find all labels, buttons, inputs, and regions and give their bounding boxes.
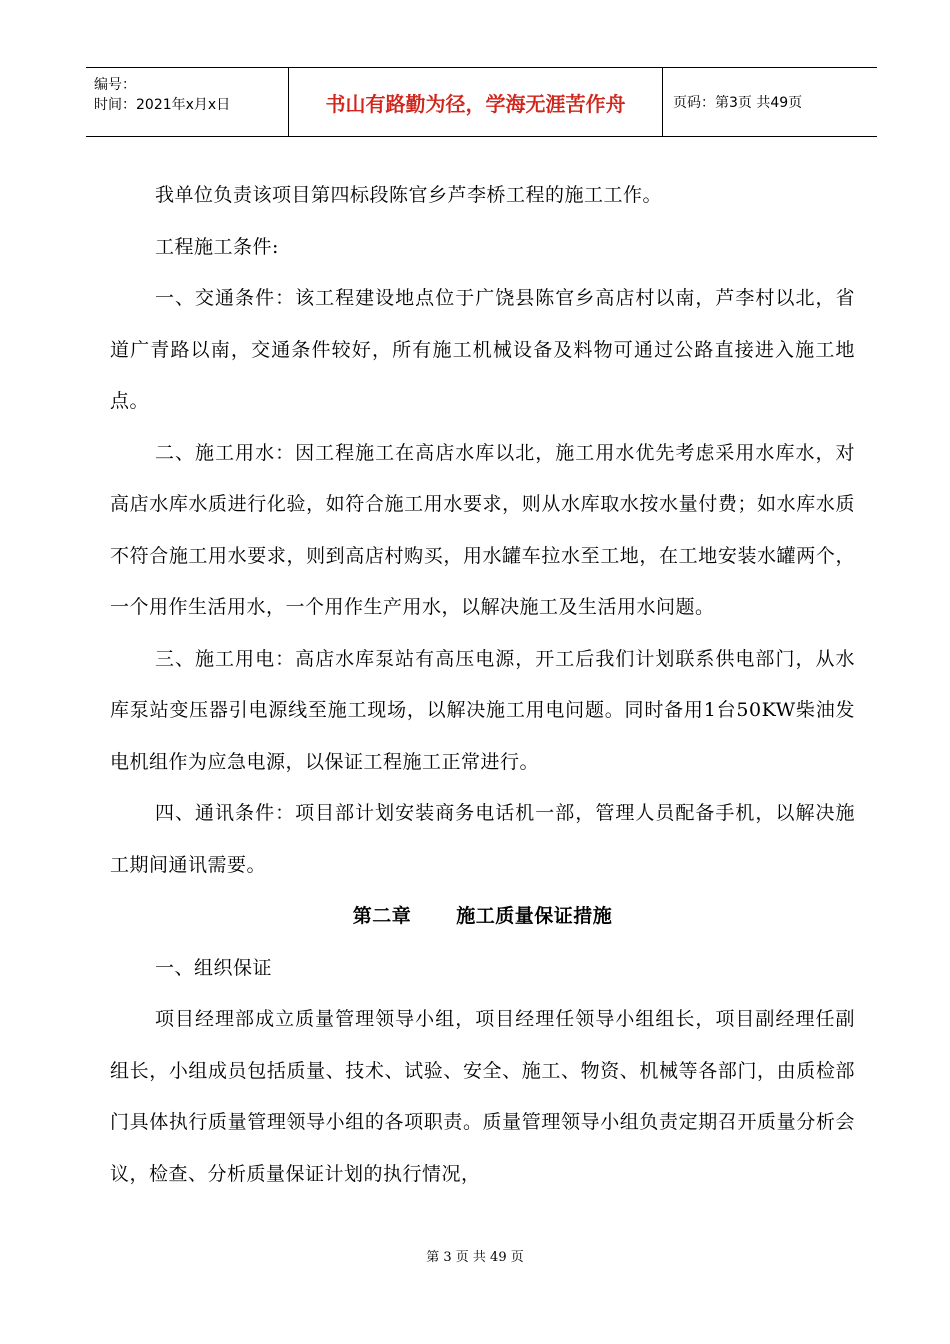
chapter-title: 施工质量保证措施: [456, 905, 613, 927]
paragraph: 一、交通条件：该工程建设地点位于广饶县陈官乡高店村以南，芦李村以北，省道广青路以南，交通条件较好，所有施工机械设备及料物可通过公路直接进入施工地点。: [110, 287, 855, 412]
paragraph: 二、施工用水：因工程施工在高店水库以北，施工用水优先考虑采用水库水，对高店水库水质进行化验，如符合施工用水要求，则从水库取水按水量付费；如水库水质不符合施工用水要求，则到高店村购买，用水罐车拉水至工地，在工地安装水罐两个，一个用作生活用水，一个用作生产用水，以解决施工及生活用水问题。: [110, 441, 855, 618]
header-meta-cell: [86, 68, 289, 136]
paragraph: 工程施工条件:: [155, 235, 279, 258]
paragraph: 三、施工用电：高店水库泵站有高压电源，开工后我们计划联系供电部门，从水库泵站变压器引电源线至施工现场，以解决施工用电问题。同时备用1台50KW柴油发电机组作为应急电源，以保证工程施工正常进行。: [110, 647, 855, 773]
section-heading: 一、组织保证: [155, 956, 273, 979]
serial-label: 编号：: [94, 77, 136, 93]
page-footer: 第 3 页 共 49 页: [426, 1250, 524, 1265]
header-motto: 书山有路勤为径，学海无涯苦作舟: [289, 68, 663, 136]
paragraph: 四、通讯条件：项目部计划安装商务电话机一部，管理人员配备手机，以解决施工期间通讯需要。: [110, 802, 855, 876]
document-body: [110, 170, 855, 1200]
paragraph: 我单位负责该项目第四标段陈官乡芦李桥工程的施工工作。: [155, 184, 663, 206]
paragraph: 项目经理部成立质量管理领导小组，项目经理任领导小组组长，项目副经理任副组长，小组成员包括质量、技术、试验、安全、施工、物资、机械等各部门，由质检部门具体执行质量管理领导小组的各项职责。质量管理领导小组负责定期召开质量分析会议，检查、分析质量保证计划的执行情况，: [110, 1008, 855, 1185]
page-header: [86, 67, 877, 137]
chapter-heading: [110, 891, 855, 943]
time-label: 时间：2021年x月x日: [94, 97, 231, 113]
chapter-number: 第二章: [352, 905, 412, 927]
header-page-info: 页码：第3页 共49页: [673, 95, 803, 111]
